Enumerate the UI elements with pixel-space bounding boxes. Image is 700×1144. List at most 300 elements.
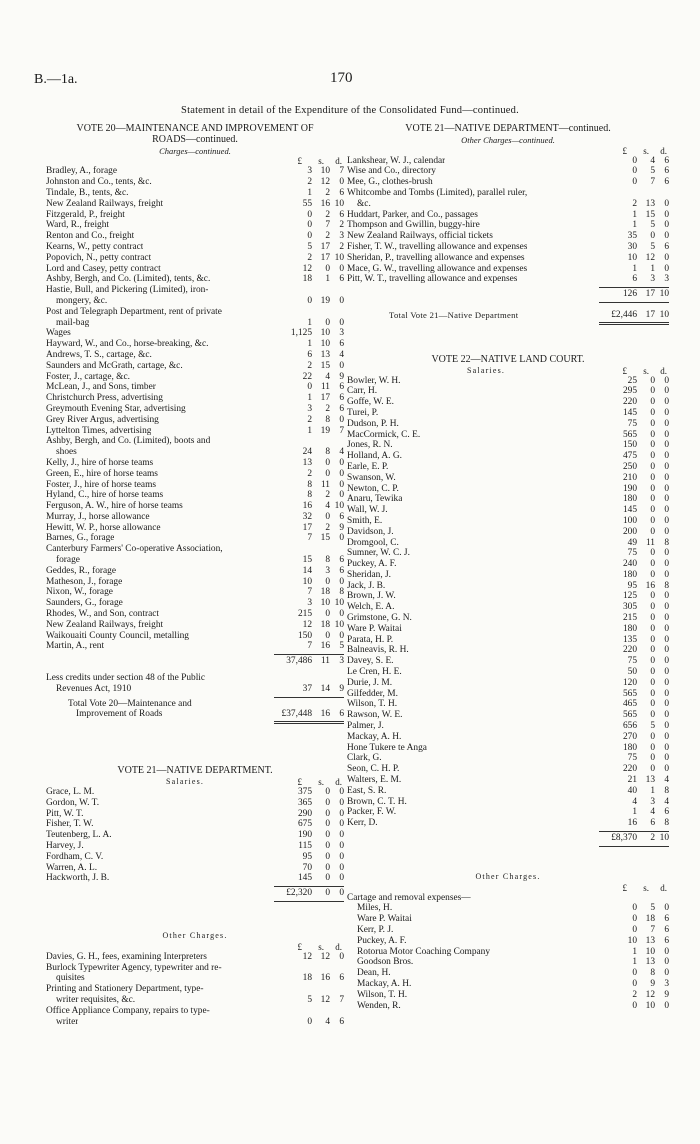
vote21-total-row: Total Vote 21—Native Department £2,446 17 10 — [389, 309, 669, 320]
row-label: Hayward, W., and Co., horse-breaking, &c. — [46, 339, 209, 350]
row-label: Kelly, J., hire of horse teams — [46, 457, 154, 468]
row-label: shoes — [56, 447, 77, 458]
row-shillings: 0 — [650, 375, 655, 386]
vote20-rows — [46, 166, 344, 652]
row-pence: 0 — [664, 198, 669, 209]
table-row — [347, 818, 669, 829]
row-pounds: 475 — [622, 451, 637, 462]
table-row — [347, 645, 669, 656]
row-shillings: 8 — [325, 555, 330, 566]
row-pence: 4 — [664, 796, 669, 807]
row-shillings: 0 — [325, 317, 330, 328]
row-pounds: 10 — [627, 935, 637, 946]
table-row — [46, 641, 344, 652]
table-row — [46, 952, 344, 963]
table-row — [347, 786, 669, 797]
row-pence: 0 — [664, 569, 669, 580]
row-label: Wall, W. J. — [347, 505, 388, 516]
row-shillings: 0 — [325, 873, 330, 884]
row-label: Fitzgerald, P., freight — [46, 209, 125, 220]
row-label: Ferguson, A. W., hire of horse teams — [46, 501, 183, 512]
table-row — [46, 544, 344, 555]
table-row — [46, 318, 344, 329]
row-pence: 10 — [334, 501, 344, 512]
row-label: Warren, A. L. — [46, 862, 98, 873]
row-pounds: 210 — [622, 472, 637, 483]
table-row — [347, 624, 669, 635]
row-pounds: 145 — [622, 505, 637, 516]
row-shillings: 0 — [650, 764, 655, 775]
currency-header: £ s. d. — [297, 156, 342, 167]
row-label: Kerr, D. — [347, 818, 378, 829]
row-label: Hyland, C., hire of horse teams — [46, 490, 164, 501]
row-label: Martin, A., rent — [46, 641, 105, 652]
table-row — [347, 914, 669, 925]
row-label: MacCormick, C. E. — [347, 429, 421, 440]
row-shillings: 18 — [320, 587, 330, 598]
row-pence: 8 — [339, 587, 344, 598]
row-pounds: 240 — [622, 559, 637, 570]
table-row — [46, 415, 344, 426]
row-label: Jones, R. N. — [347, 440, 393, 451]
row-label: Gilfedder, M. — [347, 688, 398, 699]
row-shillings: 13 — [645, 198, 655, 209]
vote20-title-line2: ROADS—continued. — [152, 133, 238, 145]
row-pounds: 565 — [622, 710, 637, 721]
row-pounds: 365 — [297, 797, 312, 808]
row-pence: 6 — [339, 274, 344, 285]
row-label: Hone Tukere te Anga — [347, 742, 427, 753]
row-shillings: 0 — [650, 667, 655, 678]
row-label: Whitcombe and Tombs (Limited), parallel ruler, — [347, 187, 528, 198]
table-row — [46, 852, 344, 863]
row-label: Johnston and Co., tents, &c. — [46, 177, 152, 188]
vote21-title: VOTE 21—NATIVE DEPARTMENT. — [117, 765, 273, 777]
table-row — [347, 419, 669, 430]
row-pence: 6 — [339, 1016, 344, 1027]
row-pence: 8 — [664, 537, 669, 548]
table-row — [46, 210, 344, 221]
row-label: Smith, E. — [347, 515, 383, 526]
row-shillings: 2 — [325, 231, 330, 242]
row-shillings: 5 — [650, 241, 655, 252]
vote20-less-row: Revenues Act, 1910 37 14 9 — [56, 683, 344, 694]
row-pounds: 2 — [307, 468, 312, 479]
row-pence: 0 — [664, 591, 669, 602]
row-pounds: 0 — [632, 166, 637, 177]
row-label: Rotorua Motor Coaching Company — [357, 946, 491, 957]
row-pounds: 295 — [622, 386, 637, 397]
table-row — [46, 609, 344, 620]
row-pounds: 2 — [632, 198, 637, 209]
row-label: writer requisites, &c. — [56, 994, 136, 1005]
row-label: Nixon, W., forage — [46, 587, 113, 598]
row-pounds: 0 — [307, 220, 312, 231]
row-pence: 6 — [339, 382, 344, 393]
table-row — [46, 220, 344, 231]
row-pence: 8 — [664, 785, 669, 796]
table-row — [347, 177, 669, 188]
row-shillings: 0 — [325, 851, 330, 862]
table-row — [46, 963, 344, 974]
row-shillings: 17 — [320, 393, 330, 404]
row-pence: 4 — [339, 447, 344, 458]
vote21-other-heading: Other Charges. — [162, 931, 228, 940]
row-shillings: 0 — [650, 742, 655, 753]
table-row — [46, 177, 344, 188]
row-pounds: 0 — [632, 177, 637, 188]
table-row — [347, 199, 669, 210]
row-pounds: 70 — [302, 862, 312, 873]
row-label: Sumner, W. C. J. — [347, 548, 410, 559]
row-pence: 0 — [664, 451, 669, 462]
row-shillings: 5 — [650, 903, 655, 914]
row-label: Grey River Argus, advertising — [46, 414, 159, 425]
table-row — [46, 863, 344, 874]
row-pence: 6 — [339, 555, 344, 566]
row-pounds: 55 — [302, 198, 312, 209]
table-row — [46, 285, 344, 296]
table-row — [347, 430, 669, 441]
row-label: Miles, H. — [357, 903, 393, 914]
row-pounds: 16 — [302, 501, 312, 512]
table-row — [347, 527, 669, 538]
row-pounds: 95 — [627, 580, 637, 591]
row-label: Newton, C. P. — [347, 483, 399, 494]
row-pounds: 16 — [627, 818, 637, 829]
vote21-cont-subtotal: 126 17 10 — [622, 289, 669, 300]
table-row — [46, 631, 344, 642]
row-pounds: 2 — [632, 989, 637, 1000]
table-row — [347, 743, 669, 754]
statement-title: Statement in detail of the Expenditure of the Consolidated Fund—continued. — [181, 105, 519, 116]
row-pounds: 200 — [622, 526, 637, 537]
row-shillings: 10 — [320, 598, 330, 609]
table-row — [347, 689, 669, 700]
row-label: Tindale, B., tents, &c. — [46, 187, 129, 198]
table-row — [347, 462, 669, 473]
table-row — [347, 925, 669, 936]
table-row — [347, 1001, 669, 1012]
table-row — [46, 188, 344, 199]
row-label: writer — [56, 1016, 79, 1027]
row-pounds: 12 — [302, 951, 312, 962]
row-pence: 0 — [664, 634, 669, 645]
row-label: East, S. R. — [347, 785, 387, 796]
row-shillings: 0 — [650, 397, 655, 408]
table-row — [347, 602, 669, 613]
table-row — [347, 667, 669, 678]
row-shillings: 7 — [325, 220, 330, 231]
row-label: Greymouth Evening Star, advertising — [46, 403, 186, 414]
row-pence: 6 — [664, 935, 669, 946]
vote21-other-rows — [46, 952, 344, 1028]
table-row — [46, 393, 344, 404]
row-pounds: 375 — [297, 787, 312, 798]
table-row — [347, 231, 669, 242]
table-row — [46, 307, 344, 318]
row-pounds: 35 — [627, 231, 637, 242]
row-pounds: 30 — [627, 241, 637, 252]
page-number: 170 — [330, 70, 353, 86]
row-label: Welch, E. A. — [347, 602, 395, 613]
row-pence: 0 — [664, 602, 669, 613]
row-shillings: 12 — [320, 994, 330, 1005]
row-pence: 6 — [664, 241, 669, 252]
row-shillings: 0 — [650, 483, 655, 494]
row-label: Bradley, A., forage — [46, 166, 117, 177]
row-pence: 0 — [664, 699, 669, 710]
row-label: Foster, J., hire of horse teams — [46, 479, 157, 490]
table-row — [347, 721, 669, 732]
row-pence: 0 — [339, 951, 344, 962]
row-pence: 0 — [664, 753, 669, 764]
row-pence: 8 — [664, 818, 669, 829]
row-pence: 7 — [339, 994, 344, 1005]
row-label: Gordon, W. T. — [46, 797, 100, 808]
row-pence: 0 — [664, 429, 669, 440]
row-label: Balneavis, R. H. — [347, 645, 409, 656]
row-label: Huddart, Parker, and Co., passages — [347, 209, 478, 220]
row-shillings: 0 — [650, 569, 655, 580]
row-pounds: 1 — [307, 393, 312, 404]
row-label: Mace, G. W., travelling allowance and expenses — [347, 263, 528, 274]
row-shillings: 11 — [645, 537, 655, 548]
vote21-cont-rows — [347, 156, 669, 286]
row-label: Goodson Bros. — [357, 957, 414, 968]
row-label: Dromgool, C. — [347, 537, 399, 548]
row-shillings: 15 — [320, 533, 330, 544]
table-row — [46, 253, 344, 264]
table-row — [46, 458, 344, 469]
row-shillings: 5 — [650, 721, 655, 732]
row-pence: 7 — [339, 425, 344, 436]
table-row — [46, 1017, 344, 1028]
row-pounds: 22 — [302, 371, 312, 382]
row-pounds: 1 — [307, 425, 312, 436]
row-shillings: 0 — [650, 634, 655, 645]
row-label: Earle, E. P. — [347, 461, 389, 472]
row-shillings: 0 — [325, 819, 330, 830]
vote22-title: VOTE 22—NATIVE LAND COURT. — [431, 353, 585, 365]
row-shillings: 13 — [645, 957, 655, 968]
table-row — [347, 473, 669, 484]
row-pence: 8 — [664, 580, 669, 591]
row-shillings: 0 — [650, 418, 655, 429]
row-pounds: 0 — [632, 1000, 637, 1011]
row-pence: 0 — [664, 1000, 669, 1011]
row-pounds: 75 — [627, 418, 637, 429]
row-pounds: 40 — [627, 785, 637, 796]
row-label: mail-bag — [56, 317, 90, 328]
row-shillings: 4 — [325, 501, 330, 512]
row-label: quisites — [56, 973, 85, 984]
row-pounds: 150 — [297, 630, 312, 641]
row-label: Geddes, R., forage — [46, 565, 117, 576]
row-pence: 3 — [339, 328, 344, 339]
row-pence: 0 — [664, 742, 669, 753]
row-label: Kerr, P. J. — [357, 925, 394, 935]
row-shillings: 1 — [650, 785, 655, 796]
row-shillings: 16 — [320, 198, 330, 209]
table-row — [347, 947, 669, 958]
table-row — [46, 830, 344, 841]
row-label: Grace, L. M. — [46, 787, 95, 798]
row-shillings: 11 — [320, 479, 330, 490]
row-pence: 0 — [664, 667, 669, 678]
row-pounds: 180 — [622, 494, 637, 505]
row-shillings: 0 — [650, 548, 655, 559]
row-label: Jack, J. B. — [347, 580, 386, 591]
table-row — [46, 501, 344, 512]
row-shillings: 0 — [325, 830, 330, 841]
table-row — [347, 440, 669, 451]
row-pounds: 0 — [632, 925, 637, 935]
table-row — [347, 264, 669, 275]
row-pence: 4 — [339, 349, 344, 360]
row-label: McLean, J., and Sons, timber — [46, 382, 156, 393]
row-label: Lord and Casey, petty contract — [46, 263, 161, 274]
row-pence: 6 — [339, 511, 344, 522]
table-row — [46, 841, 344, 852]
row-pence: 2 — [339, 241, 344, 252]
row-pounds: 0 — [632, 914, 637, 925]
table-row — [347, 797, 669, 808]
row-shillings: 0 — [650, 591, 655, 602]
vote20-subtotal-row: 37,486 11 3 — [286, 656, 344, 667]
row-pounds: 125 — [622, 591, 637, 602]
table-row — [347, 210, 669, 221]
row-pounds: 1 — [632, 263, 637, 274]
row-label: mongery, &c. — [56, 295, 108, 306]
row-pence: 6 — [339, 393, 344, 404]
row-label: Goffe, W. E. — [347, 397, 394, 408]
row-pence: 0 — [339, 873, 344, 884]
row-shillings: 0 — [650, 623, 655, 634]
table-row — [46, 469, 344, 480]
row-label: Pitt, W. T. — [46, 808, 84, 819]
row-label: Saunders and McGrath, cartage, &c. — [46, 360, 183, 371]
row-pounds: 290 — [297, 808, 312, 819]
row-pence: 0 — [664, 494, 669, 505]
table-row — [347, 548, 669, 559]
row-shillings: 0 — [650, 677, 655, 688]
row-label: Palmer, J. — [347, 721, 384, 732]
table-row — [347, 156, 669, 167]
row-pence: 10 — [334, 619, 344, 630]
vote20-total-label1: Total Vote 20—Maintenance and — [68, 698, 192, 709]
row-shillings: 0 — [325, 630, 330, 641]
row-shillings: 16 — [645, 580, 655, 591]
row-pounds: 3 — [307, 403, 312, 414]
row-shillings: 5 — [650, 166, 655, 177]
row-pence: 0 — [664, 472, 669, 483]
table-row — [347, 242, 669, 253]
row-shillings: 0 — [325, 263, 330, 274]
row-shillings: 4 — [325, 1016, 330, 1027]
row-pence: 6 — [339, 187, 344, 198]
row-shillings: 0 — [325, 862, 330, 873]
row-pence: 0 — [339, 797, 344, 808]
table-row — [46, 382, 344, 393]
row-pence: 9 — [339, 371, 344, 382]
vote20-title-line1: VOTE 20—MAINTENANCE AND IMPROVEMENT OF — [76, 123, 314, 134]
row-label: Ware P. Waitai — [347, 623, 402, 634]
row-shillings: 8 — [325, 414, 330, 425]
row-label: Office Appliance Company, repairs to type- — [46, 1005, 210, 1016]
row-pounds: 1 — [307, 187, 312, 198]
table-row — [347, 505, 669, 516]
row-shillings: 13 — [645, 935, 655, 946]
row-pence: 0 — [339, 360, 344, 371]
row-label: Mee, G., clothes-brush — [347, 177, 433, 188]
row-label: Fisher, T. W., travelling allowance and expenses — [347, 241, 528, 252]
row-pence: 6 — [339, 339, 344, 350]
row-shillings: 0 — [325, 511, 330, 522]
row-pence: 0 — [339, 490, 344, 501]
table-row — [347, 775, 669, 786]
row-pounds: 3 — [307, 598, 312, 609]
row-label: Ashby, Bergh, and Co. (Limited), tents, &c. — [46, 274, 211, 285]
row-pence: 0 — [664, 613, 669, 624]
row-label: Sheridan, P., travelling allowance and expenses — [347, 252, 525, 263]
row-pence: 6 — [664, 925, 669, 935]
vote20-charges-heading: Charges—continued. — [159, 145, 231, 156]
row-label: Fisher, T. W. — [46, 819, 94, 830]
row-shillings: 2 — [325, 209, 330, 220]
row-pounds: 25 — [627, 375, 637, 386]
row-pounds: 75 — [627, 548, 637, 559]
row-pence: 4 — [664, 775, 669, 786]
row-shillings: 11 — [320, 382, 330, 393]
table-row — [347, 188, 669, 199]
row-shillings: 12 — [320, 177, 330, 188]
table-row — [46, 512, 344, 523]
row-label: Wages — [46, 328, 71, 339]
row-label: Mackay, A. H. — [357, 978, 412, 989]
row-pence: 0 — [339, 787, 344, 798]
table-row — [347, 656, 669, 667]
row-pence: 0 — [664, 548, 669, 559]
row-pounds: 0 — [632, 903, 637, 914]
table-row — [46, 973, 344, 984]
row-pence: 0 — [664, 957, 669, 968]
table-row — [46, 436, 344, 447]
row-pounds: 8 — [307, 479, 312, 490]
row-label: Ward, R., freight — [46, 220, 110, 231]
row-label: Walters, E. M. — [347, 775, 402, 786]
row-pence: 0 — [664, 386, 669, 397]
row-label: Puckey, A. F. — [357, 935, 407, 946]
table-row — [347, 903, 669, 914]
row-label: Teutenberg, L. A. — [46, 830, 112, 841]
vote22-other-rows — [347, 903, 669, 1011]
row-pounds: 0 — [632, 978, 637, 989]
row-label: Seon, C. H. P. — [347, 764, 400, 775]
row-pounds: 2 — [307, 177, 312, 188]
row-pence: 0 — [339, 317, 344, 328]
row-pence: 0 — [664, 677, 669, 688]
row-pence: 0 — [664, 656, 669, 667]
row-pounds: 115 — [298, 841, 312, 852]
row-shillings: 19 — [320, 295, 330, 306]
row-label: Swanson, W. — [347, 472, 396, 483]
row-shillings: 16 — [320, 973, 330, 984]
row-label: Rawson, W. E. — [347, 710, 403, 721]
row-pence: 0 — [339, 808, 344, 819]
row-shillings: 19 — [320, 425, 330, 436]
row-shillings: 10 — [320, 339, 330, 350]
